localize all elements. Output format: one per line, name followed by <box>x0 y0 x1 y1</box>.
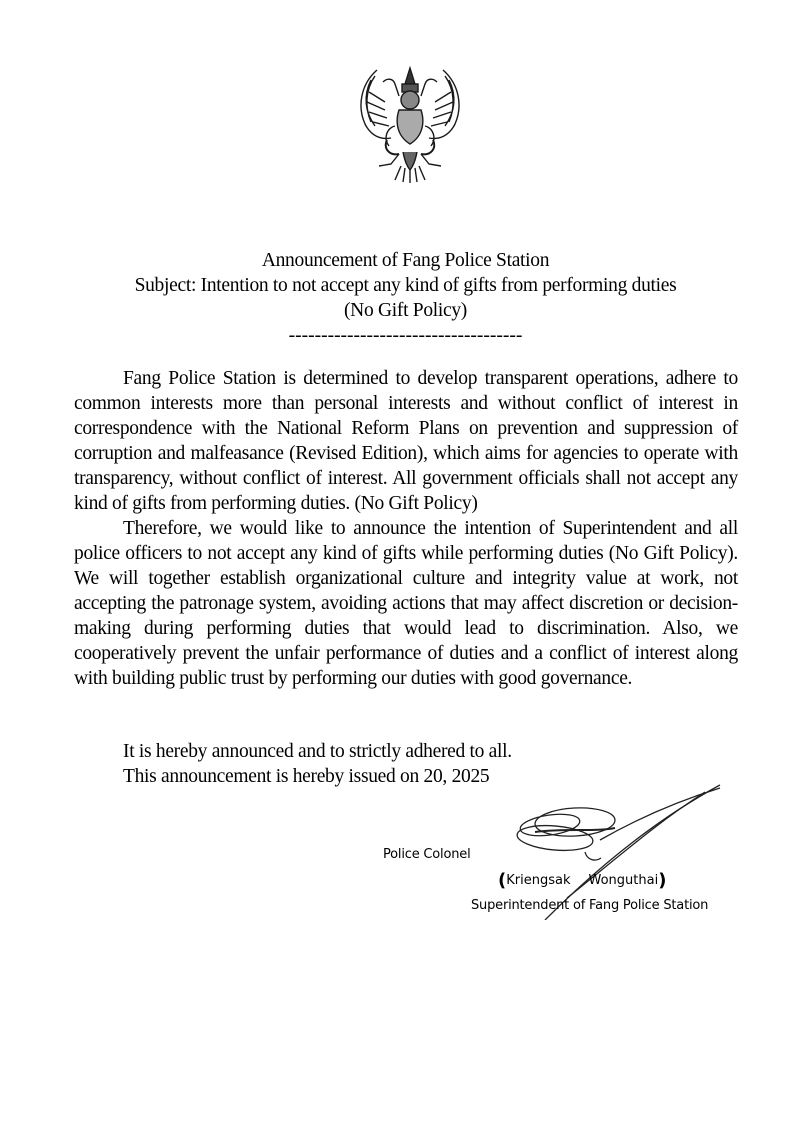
issued-date-line: This announcement is hereby issued on 20, 2025 <box>123 766 490 787</box>
body-paragraph: Fang Police Station is determined to develop transparent operations, adhere to common interests more than personal interests and without conflict of interest in correspondence with the National Reform Plans on prevention and suppression of corruption and malfeasance (Revised Edition), which aims for agencies to operate with transparency, without conflict of interest. All government officials shall not accept any kind of gifts from performing duties. (No Gift Policy) <box>74 368 738 514</box>
body-paragraph: Therefore, we would like to announce the intention of Superintendent and all police officers to not accept any kind of gifts while performing duties (No Gift Policy). We will together establish organizational culture and integrity value at work, not accepting the patronage system, avoiding actions that may affect discretion or decision-making during performing duties that would lead to discrimination. Also, we cooperatively prevent the unfair performance of duties and a conflict of interest along with building public trust by performing our duties with good governance. <box>74 518 738 689</box>
signer-position: Superintendent of Fang Police Station <box>471 898 709 913</box>
signer-rank: Police Colonel <box>383 847 471 862</box>
document-title: Announcement of Fang Police Station <box>261 250 550 271</box>
document-body <box>74 366 738 691</box>
signer-name <box>498 870 666 891</box>
policy-label: (No Gift Policy) <box>343 300 468 321</box>
document-subject: Subject: Intention to not accept any kind of gifts from performing duties <box>134 275 677 296</box>
closing-line: It is hereby announced and to strictly adhered to all. <box>123 741 512 762</box>
separator-line: ------------------------------------ <box>288 325 523 346</box>
garuda-emblem-icon <box>355 66 465 184</box>
signer-last-name: Wonguthai <box>588 873 659 888</box>
open-paren: ( <box>498 870 507 891</box>
document-header <box>0 248 811 348</box>
signer-first-name: Kriengsak <box>506 873 571 888</box>
close-paren: ) <box>658 870 667 891</box>
